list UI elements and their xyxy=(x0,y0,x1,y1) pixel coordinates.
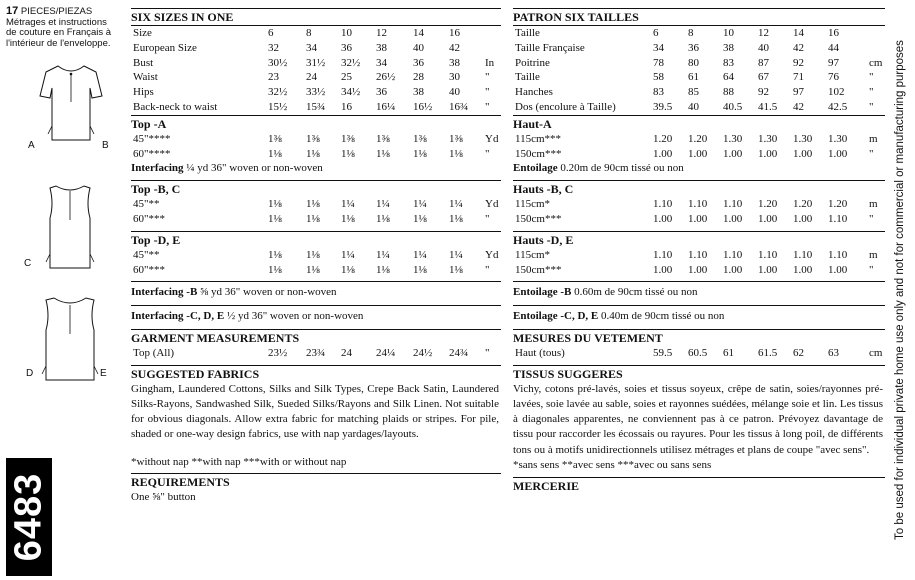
row-unit: " xyxy=(485,147,490,160)
row-value: 1.00 xyxy=(828,147,848,160)
hauts-de-title: Hauts -D, E xyxy=(513,232,574,247)
requirements-header: REQUIREMENTS xyxy=(131,475,230,490)
row-value: 1.30 xyxy=(758,132,778,145)
row-value: 16 xyxy=(341,100,352,113)
row-value: 26½ xyxy=(376,71,396,84)
row-value: 40 xyxy=(758,41,769,54)
haut-a-metrage xyxy=(513,132,885,162)
row-value: 10 xyxy=(723,27,734,39)
row-label: 150cm*** xyxy=(515,212,562,225)
row-value: 1.00 xyxy=(793,147,813,160)
table-row xyxy=(131,56,501,71)
row-value: 34½ xyxy=(341,86,361,99)
row-value: 1⅛ xyxy=(268,248,282,261)
row-label: Taille Française xyxy=(515,41,585,54)
table-row xyxy=(131,100,501,115)
garment-measurement xyxy=(131,346,501,361)
tissus-text: Vichy, cotons pré-lavés, soies et tissus soyeux, crêpe de satin, soies/rayonnes pré-lavées, soie lavée au sable, soies et rayonnes suédées, mélange soie et lin. Les tissus à diagonales apparentes, ne conviennent pas à ce patron. Prévoyez davantage de tissu pour raccorder les écossais ou rayures. Pour les tissus à long poil, de différents tons ou à motifs unidirectionnels utilisez métrages et plans de coupe "avec sens". xyxy=(513,382,883,456)
figure-label-b: B xyxy=(102,140,109,151)
row-value: 32 xyxy=(268,41,279,54)
table-row xyxy=(513,212,885,227)
row-value: 23 xyxy=(268,71,279,84)
row-value: 1.00 xyxy=(653,212,673,225)
row-label: Waist xyxy=(133,71,158,84)
table-row xyxy=(513,248,885,263)
row-label: 60"**** xyxy=(133,147,171,160)
table-row xyxy=(513,197,885,212)
row-value: 23¾ xyxy=(306,346,326,359)
row-value: 1.10 xyxy=(688,198,708,211)
row-value: 1⅛ xyxy=(306,248,320,261)
row-label: Haut (tous) xyxy=(515,346,565,359)
row-value: 6 xyxy=(653,27,659,39)
pieces-label: PIECES/PIEZAS xyxy=(20,6,93,17)
row-value: 97 xyxy=(828,56,839,69)
row-value: 1.00 xyxy=(723,147,743,160)
row-value: 63 xyxy=(828,346,839,359)
row-value: 67 xyxy=(758,71,769,84)
row-value: 42.5 xyxy=(828,100,848,113)
row-value: 88 xyxy=(723,86,734,99)
row-value: 16¼ xyxy=(376,100,396,113)
row-value: 64 xyxy=(723,71,734,84)
row-value: 1.10 xyxy=(793,248,813,261)
size-header: SIX SIZES IN ONE xyxy=(131,10,234,24)
table-row xyxy=(131,147,501,162)
row-value: 1.00 xyxy=(688,147,708,160)
hauts-bc-title: Hauts -B, C xyxy=(513,182,574,197)
row-value: 38 xyxy=(723,41,734,54)
row-value: 36 xyxy=(413,56,424,69)
row-value: 1⅛ xyxy=(413,147,427,160)
fr-size-header: PATRON SIX TAILLES xyxy=(513,10,639,24)
row-value: 1.20 xyxy=(793,198,813,211)
row-value: 76 xyxy=(828,71,839,84)
row-value: 1¼ xyxy=(376,198,390,211)
figure-label-a: A xyxy=(28,140,35,151)
row-value: 1¼ xyxy=(449,198,463,211)
row-label: Taille xyxy=(515,71,540,84)
row-value: 1⅛ xyxy=(306,147,320,160)
row-label: 45"** xyxy=(133,248,160,261)
sens-note: *sans sens **avec sens ***avec ou sans sens xyxy=(513,458,712,471)
row-value: 1.00 xyxy=(828,263,848,276)
row-value: 1.00 xyxy=(723,212,743,225)
row-value: 1⅜ xyxy=(268,132,282,145)
row-label: Hips xyxy=(133,86,154,99)
row-value: 59.5 xyxy=(653,346,673,359)
interfacing-a: Interfacing ¼ yd 36" woven or non-woven xyxy=(131,162,323,175)
top-a-title: Top -A xyxy=(131,116,167,131)
row-value: 1.00 xyxy=(653,263,673,276)
row-value: 15½ xyxy=(268,100,288,113)
top-c-sketch xyxy=(38,182,102,272)
row-label: 45"**** xyxy=(133,132,171,145)
row-value: 38 xyxy=(413,86,424,99)
row-value: 61.5 xyxy=(758,346,778,359)
row-value: 12 xyxy=(758,27,769,39)
row-value: 1.10 xyxy=(828,248,848,261)
row-value: 1⅛ xyxy=(268,147,282,160)
row-label: 45"** xyxy=(133,198,160,211)
table-row xyxy=(131,132,501,147)
row-label: Poitrine xyxy=(515,56,550,69)
requirements-text: One ⅝" button xyxy=(131,491,196,504)
row-value: 1.00 xyxy=(793,212,813,225)
french-column xyxy=(513,8,885,494)
row-value: 24¼ xyxy=(376,346,396,359)
row-value: 8 xyxy=(306,27,312,39)
table-row xyxy=(513,346,885,361)
row-value: 1⅜ xyxy=(449,132,463,145)
fr-size-table xyxy=(513,26,885,115)
row-label: 150cm*** xyxy=(515,263,562,276)
row-value: 1.10 xyxy=(758,248,778,261)
row-value: 34 xyxy=(653,41,664,54)
row-unit: " xyxy=(869,147,874,160)
table-row xyxy=(513,41,885,56)
table-row xyxy=(131,197,501,212)
row-value: 1¼ xyxy=(413,248,427,261)
row-value: 40 xyxy=(413,41,424,54)
row-value: 1⅛ xyxy=(306,212,320,225)
row-value: 41.5 xyxy=(758,100,778,113)
row-value: 32½ xyxy=(341,56,361,69)
row-value: 1⅛ xyxy=(449,147,463,160)
row-value: 1.10 xyxy=(723,248,743,261)
row-value: 34 xyxy=(376,56,387,69)
row-value: 28 xyxy=(413,71,424,84)
row-label: Hanches xyxy=(515,86,553,99)
french-note-line: de couture en Français à xyxy=(6,27,112,38)
row-value: 1⅜ xyxy=(306,132,320,145)
nap-note: *without nap **with nap ***with or without nap xyxy=(131,455,347,468)
row-value: 6 xyxy=(268,27,274,39)
row-value: 1⅛ xyxy=(268,263,282,276)
row-value: 15¾ xyxy=(306,100,326,113)
row-label: 150cm*** xyxy=(515,147,562,160)
row-value: 42 xyxy=(793,100,804,113)
row-value: 1⅛ xyxy=(376,212,390,225)
row-value: 24 xyxy=(306,71,317,84)
row-unit: " xyxy=(869,71,874,84)
table-row xyxy=(513,100,885,115)
row-value: 1¼ xyxy=(449,248,463,261)
row-value: 12 xyxy=(376,27,387,39)
row-value: 1.20 xyxy=(688,132,708,145)
row-unit: m xyxy=(869,132,878,145)
row-unit: Yd xyxy=(485,132,499,145)
table-row xyxy=(513,132,885,147)
row-value: 85 xyxy=(688,86,699,99)
table-row xyxy=(131,212,501,227)
row-value: 1⅜ xyxy=(341,132,355,145)
row-value: 87 xyxy=(758,56,769,69)
row-label: 115cm* xyxy=(515,198,551,211)
row-value: 102 xyxy=(828,86,845,99)
figure-label-d: D xyxy=(26,368,34,379)
row-value: 1⅛ xyxy=(376,263,390,276)
top-de-yardage xyxy=(131,248,501,278)
row-unit: " xyxy=(869,212,874,225)
row-unit: Yd xyxy=(485,248,499,261)
row-label: Dos (encolure à Taille) xyxy=(515,100,616,113)
row-value: 16 xyxy=(828,27,839,39)
row-unit: " xyxy=(869,86,874,99)
row-value: 14 xyxy=(793,27,804,39)
row-unit: Yd xyxy=(485,198,499,211)
row-value: 36 xyxy=(376,86,387,99)
french-note-line: Métrages et instructions xyxy=(6,16,107,28)
row-value: 1.00 xyxy=(758,147,778,160)
fabrics-header: SUGGESTED FABRICS xyxy=(131,366,260,381)
row-value: 71 xyxy=(793,71,804,84)
english-column xyxy=(131,8,501,505)
row-value: 1.10 xyxy=(653,198,673,211)
row-value: 42 xyxy=(449,41,460,54)
row-value: 24 xyxy=(341,346,352,359)
row-label: 60"*** xyxy=(133,212,165,225)
row-value: 1⅛ xyxy=(306,198,320,211)
table-row xyxy=(131,263,501,278)
row-unit: " xyxy=(869,263,874,276)
row-label: 60"*** xyxy=(133,263,165,276)
row-label: Taille xyxy=(515,27,540,39)
row-value: 58 xyxy=(653,71,664,84)
row-value: 1⅜ xyxy=(413,132,427,145)
row-unit: " xyxy=(485,100,490,113)
top-de-title: Top -D, E xyxy=(131,232,181,247)
row-value: 38 xyxy=(376,41,387,54)
row-value: 1⅛ xyxy=(413,263,427,276)
row-value: 1⅛ xyxy=(341,147,355,160)
row-unit: " xyxy=(485,346,490,359)
row-value: 1⅛ xyxy=(268,212,282,225)
row-value: 1.30 xyxy=(723,132,743,145)
row-value: 1.00 xyxy=(758,263,778,276)
row-value: 14 xyxy=(413,27,424,39)
row-value: 16½ xyxy=(413,100,433,113)
row-unit: " xyxy=(485,263,490,276)
row-value: 1.30 xyxy=(828,132,848,145)
pieces-count: 17 xyxy=(6,5,19,17)
row-value: 24¾ xyxy=(449,346,469,359)
row-value: 97 xyxy=(793,86,804,99)
row-value: 1¼ xyxy=(341,198,355,211)
row-value: 1.00 xyxy=(688,212,708,225)
left-panel xyxy=(0,0,128,580)
top-a-yardage xyxy=(131,132,501,162)
table-row xyxy=(513,26,885,41)
haut-a-title: Haut-A xyxy=(513,116,552,131)
row-value: 36 xyxy=(341,41,352,54)
row-value: 1⅛ xyxy=(268,198,282,211)
table-row xyxy=(131,26,501,41)
row-value: 1.00 xyxy=(653,147,673,160)
mesures-row xyxy=(513,346,885,361)
row-value: 1.00 xyxy=(758,212,778,225)
garment-header: GARMENT MEASUREMENTS xyxy=(131,330,300,345)
table-row xyxy=(513,56,885,71)
row-value: 1⅛ xyxy=(306,263,320,276)
row-unit: In xyxy=(485,56,495,69)
row-value: 61 xyxy=(688,71,699,84)
interfacing-b: Interfacing -B ⅝ yd 36" woven or non-woven xyxy=(131,281,501,305)
hauts-bc-metrage xyxy=(513,197,885,227)
row-value: 36 xyxy=(688,41,699,54)
row-value: 34 xyxy=(306,41,317,54)
row-value: 83 xyxy=(723,56,734,69)
row-value: 80 xyxy=(688,56,699,69)
row-value: 1.00 xyxy=(793,263,813,276)
row-unit: " xyxy=(485,86,490,99)
row-value: 1.10 xyxy=(653,248,673,261)
mesures-header: MESURES DU VETEMENT xyxy=(513,330,663,345)
row-value: 1.20 xyxy=(758,198,778,211)
row-value: 1⅛ xyxy=(413,212,427,225)
row-value: 92 xyxy=(793,56,804,69)
figure-label-c: C xyxy=(24,258,32,269)
top-d-e-sketch xyxy=(34,294,106,386)
row-label: 115cm* xyxy=(515,248,551,261)
top-bc-title: Top -B, C xyxy=(131,182,181,197)
row-value: 31½ xyxy=(306,56,326,69)
table-row xyxy=(131,248,501,263)
entoilage-b: Entoilage -B 0.60m de 90cm tissé ou non xyxy=(513,281,885,305)
pieces-info xyxy=(6,6,111,49)
row-value: 1¼ xyxy=(376,248,390,261)
table-row xyxy=(131,85,501,100)
row-value: 1⅛ xyxy=(449,263,463,276)
table-row xyxy=(513,70,885,85)
row-value: 1.20 xyxy=(653,132,673,145)
row-value: 61 xyxy=(723,346,734,359)
row-value: 40 xyxy=(688,100,699,113)
row-value: 1.10 xyxy=(828,212,848,225)
row-value: 10 xyxy=(341,27,352,39)
pattern-number: 6483 xyxy=(7,472,50,562)
row-value: 1⅜ xyxy=(376,132,390,145)
table-row xyxy=(513,85,885,100)
entoilage-cde: Entoilage -C, D, E 0.40m de 90cm tissé ou non xyxy=(513,305,885,329)
row-value: 23½ xyxy=(268,346,288,359)
row-value: 39.5 xyxy=(653,100,673,113)
row-unit: cm xyxy=(869,346,883,359)
row-unit: cm xyxy=(869,56,883,69)
table-row xyxy=(131,41,501,56)
table-row xyxy=(131,70,501,85)
row-value: 1.10 xyxy=(688,248,708,261)
table-row xyxy=(513,263,885,278)
row-label: European Size xyxy=(133,41,197,54)
row-value: 1.30 xyxy=(793,132,813,145)
row-label: Bust xyxy=(133,56,154,69)
row-value: 16¾ xyxy=(449,100,469,113)
row-label: Top (All) xyxy=(133,346,175,359)
row-label: 115cm*** xyxy=(515,132,562,145)
figure-label-e: E xyxy=(100,368,107,379)
row-value: 32½ xyxy=(268,86,288,99)
row-value: 33½ xyxy=(306,86,326,99)
row-value: 1⅛ xyxy=(376,147,390,160)
row-value: 25 xyxy=(341,71,352,84)
top-bc-yardage xyxy=(131,197,501,227)
pattern-number-block xyxy=(6,458,52,576)
row-unit: " xyxy=(485,212,490,225)
table-row xyxy=(131,346,501,361)
row-value: 1⅛ xyxy=(449,212,463,225)
row-value: 30½ xyxy=(268,56,288,69)
tissus-header: TISSUS SUGGERES xyxy=(513,366,623,381)
row-value: 92 xyxy=(758,86,769,99)
row-value: 8 xyxy=(688,27,694,39)
side-disclaimer xyxy=(888,6,912,574)
row-value: 44 xyxy=(828,41,839,54)
row-value: 16 xyxy=(449,27,460,39)
row-unit: m xyxy=(869,248,878,261)
row-value: 1⅛ xyxy=(341,212,355,225)
row-unit: " xyxy=(485,71,490,84)
row-unit: " xyxy=(869,100,874,113)
row-value: 78 xyxy=(653,56,664,69)
table-row xyxy=(513,147,885,162)
interfacing-cde: Interfacing -C, D, E ½ yd 36" woven or non-woven xyxy=(131,305,501,329)
top-a-b-sketch xyxy=(36,62,106,144)
hauts-de-metrage xyxy=(513,248,885,278)
row-value: 38 xyxy=(449,56,460,69)
row-value: 1.00 xyxy=(723,263,743,276)
row-value: 40 xyxy=(449,86,460,99)
row-value: 24½ xyxy=(413,346,433,359)
row-label: Size xyxy=(133,27,152,39)
french-note-line: l'intérieur de l'enveloppe. xyxy=(6,37,111,49)
row-value: 62 xyxy=(793,346,804,359)
mercerie-header: MERCERIE xyxy=(513,478,580,493)
row-value: 60.5 xyxy=(688,346,708,359)
row-value: 42 xyxy=(793,41,804,54)
row-value: 40.5 xyxy=(723,100,743,113)
fabrics-text: Gingham, Laundered Cottons, Silks and Silk Types, Crepe Back Satin, Laundered Silks-Rayons, Sandwashed Silk, Sueded Silks/Rayons and Silk Linen. Not suitable for obvious diagonals. Allow extra fabric for matching plaids or stripes. For pile, shaded or one-way design fabrics, use with nap yardages/layouts. xyxy=(131,382,499,441)
row-value: 1.00 xyxy=(688,263,708,276)
row-value: 30 xyxy=(449,71,460,84)
row-value: 1¼ xyxy=(413,198,427,211)
side-disclaimer-text: To be used for individual private home use only and not for commercial or manufacturing purposes xyxy=(894,40,906,540)
size-table xyxy=(131,26,501,115)
row-unit: m xyxy=(869,198,878,211)
row-value: 1⅛ xyxy=(341,263,355,276)
row-value: 83 xyxy=(653,86,664,99)
row-value: 1¼ xyxy=(341,248,355,261)
row-label: Back-neck to waist xyxy=(133,100,218,113)
entoilage-a: Entoilage 0.20m de 90cm tissé ou non xyxy=(513,162,684,175)
row-value: 1.10 xyxy=(723,198,743,211)
row-value: 1.20 xyxy=(828,198,848,211)
